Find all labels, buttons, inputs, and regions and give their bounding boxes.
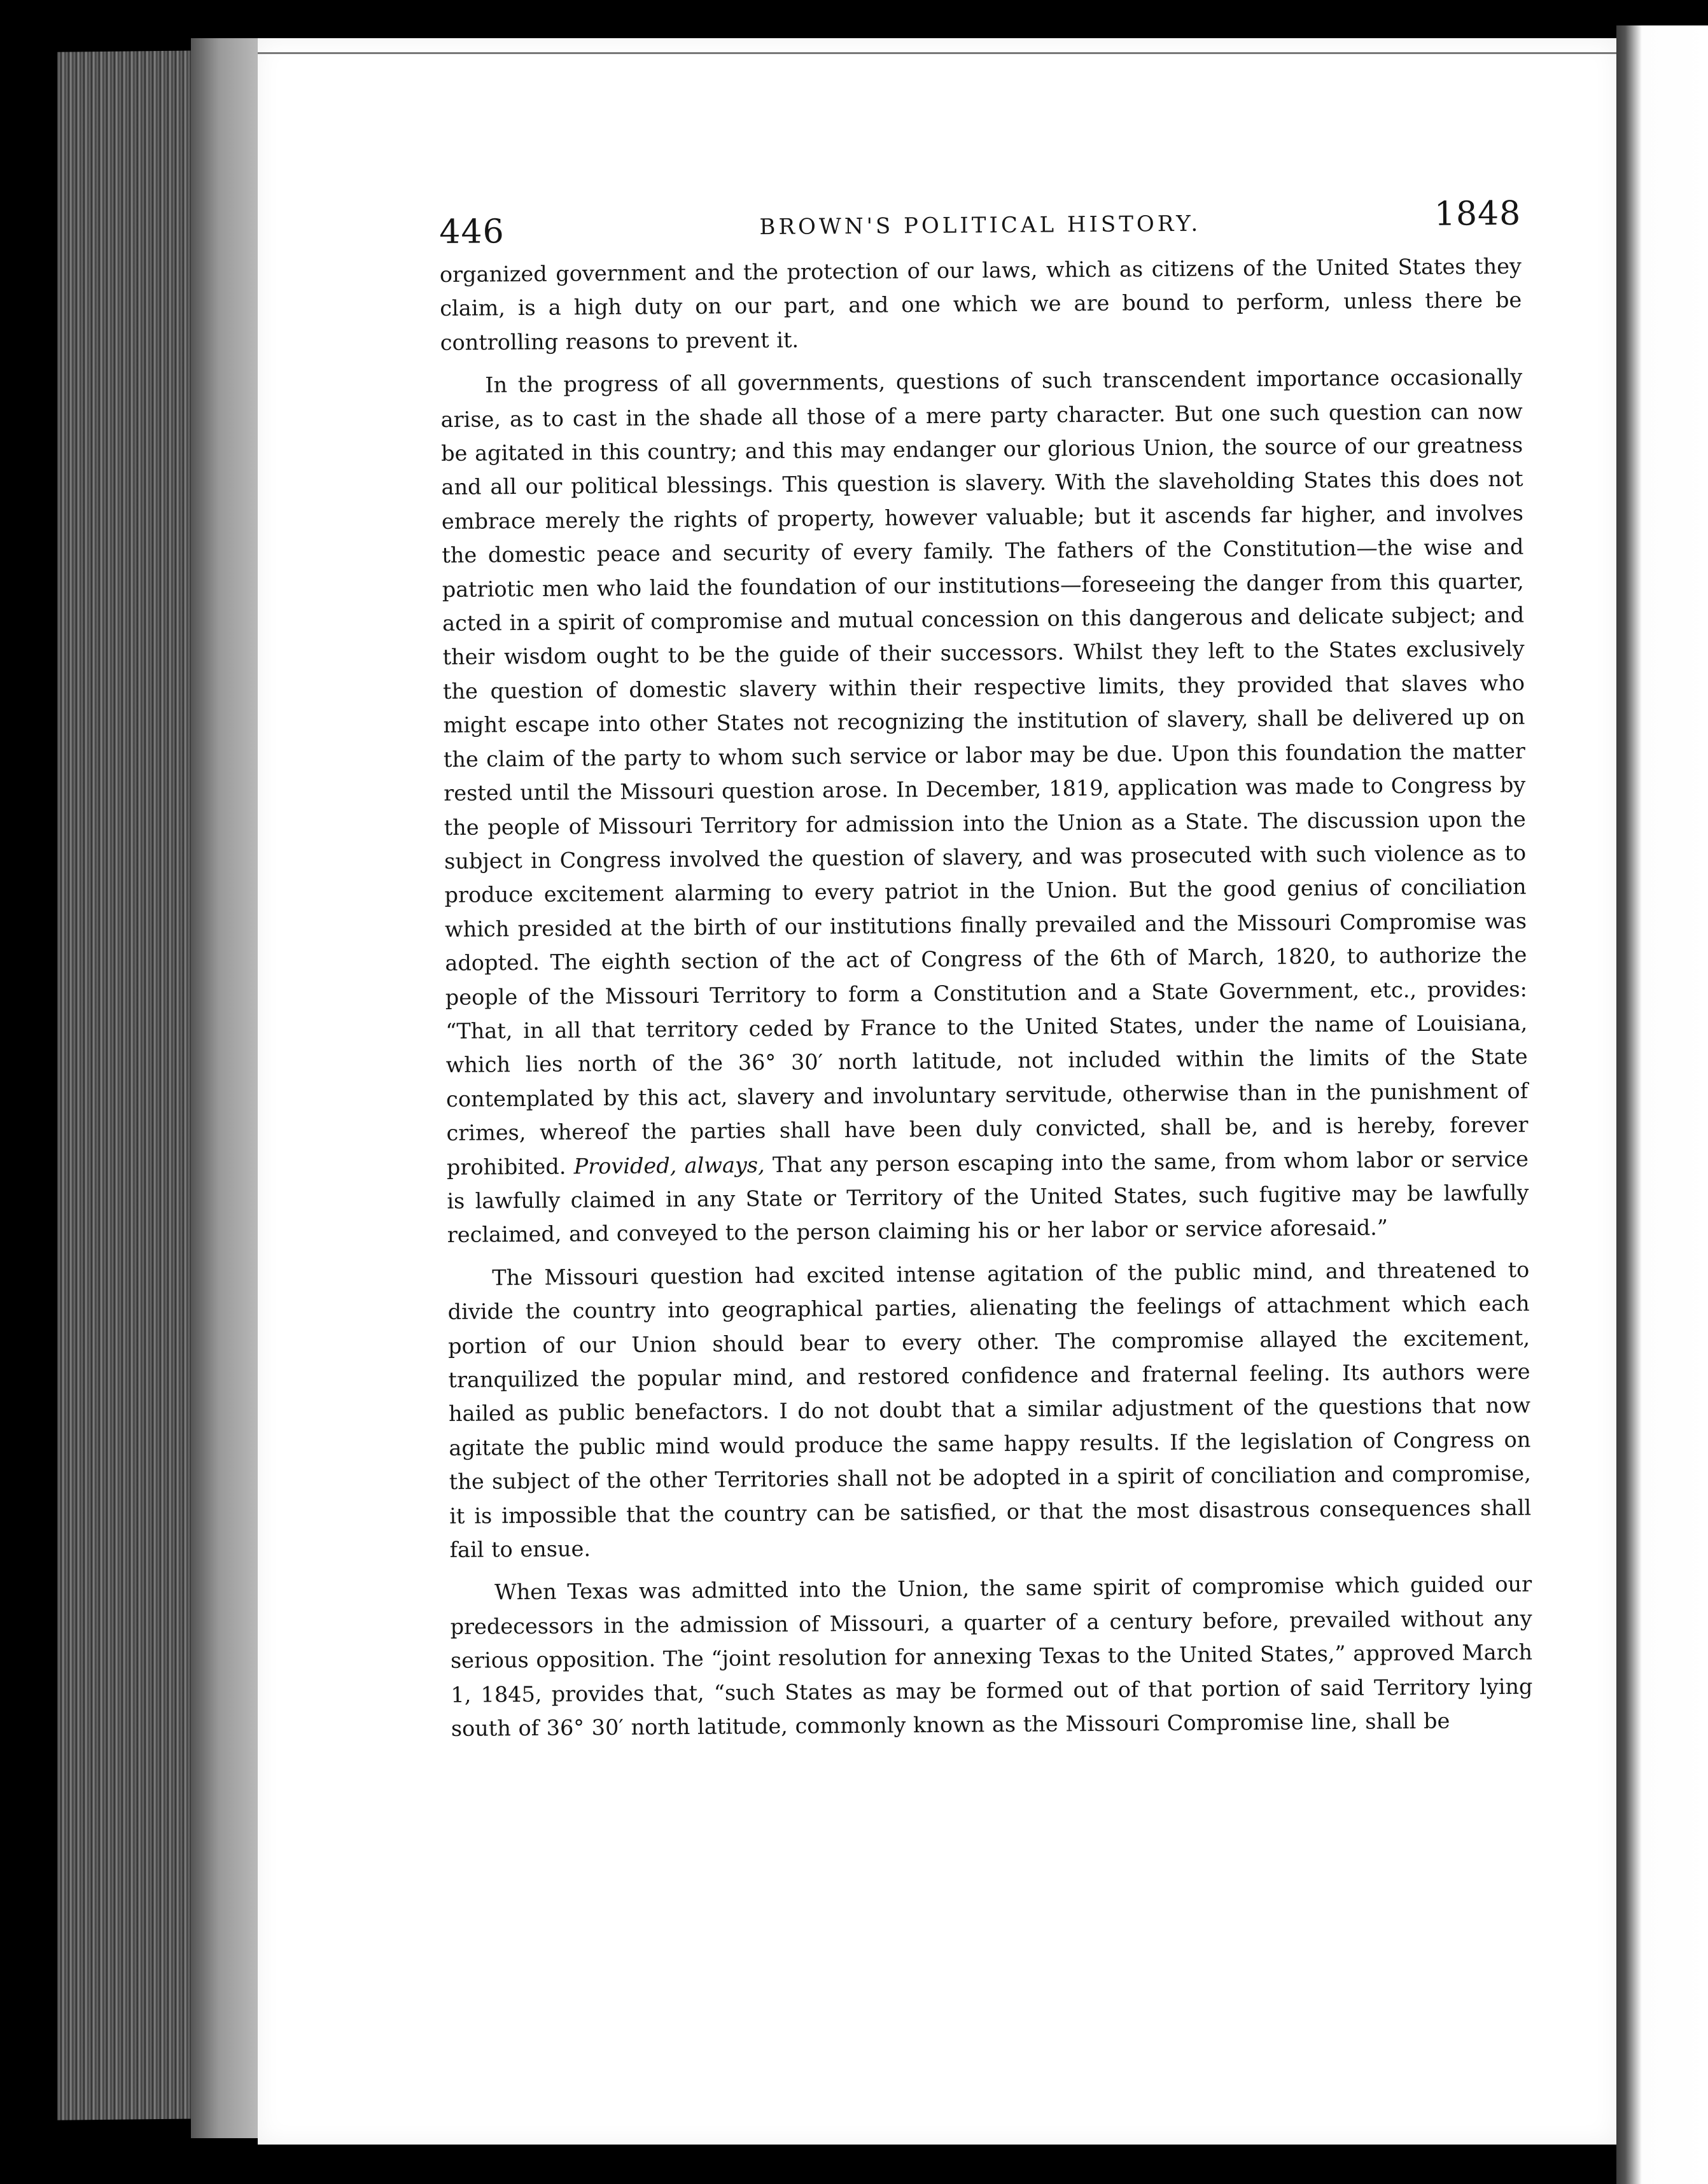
paragraph-text: organized government and the protection of our laws, which as citizens of the United States they claim, is a high duty on our part, and one which we are bound to perform, unless there be controlling reasons to prevent it.	[439, 253, 1522, 355]
body-text	[440, 249, 1533, 1746]
paragraph-text-continued: That any person escaping into the same, from whom labor or service is lawfully claimed in any State or Territory of the United States, such fugitive may be lawfully reclaimed, and conveyed to the person claiming his or her labor or service aforesaid.”	[447, 1146, 1529, 1248]
text-block	[439, 192, 1533, 1755]
facing-page-edge	[1616, 25, 1708, 2184]
paragraph-text: When Texas was admitted into the Union, the same spirit of compromise which guided our predecessors in the admission of Missouri, a quarter of a century before, prevailed without any serious opposition. The “joint resolution for annexing Texas to the United States,” approved March 1, 1845, provides that, “such States as may be formed out of that portion of said Territory lying south of 36° 30′ north latitude, commonly known as the Missouri Compromise line, shall be	[450, 1572, 1533, 1741]
paragraph-text: The Missouri question had excited intense agitation of the public mind, and threatened to divide the country into geographical parties, alienating the feelings of attachment which each portion of our Union should bear to every other. The compromise allayed the excitement, tranquilized the popular mind, and restored confidence and fraternal feeling. Its authors were hailed as public benefactors. I do not doubt that a similar adjustment of the questions that now agitate the public mind would produce the same happy results. If the legislation of Congress on the subject of the other Territories shall not be adopted in a spirit of conciliation and compromise, it is impossible that the country can be satisfied, or that the most disastrous consequences shall fail to ensue.	[447, 1257, 1532, 1562]
page-gutter-shadow	[191, 38, 261, 2138]
paragraph-3	[447, 1252, 1532, 1567]
page-top-edge	[258, 52, 1616, 54]
paragraph-4	[450, 1567, 1533, 1746]
printed-page	[258, 38, 1616, 2145]
paragraph-2	[440, 360, 1529, 1252]
running-head	[439, 192, 1522, 258]
paragraph-1	[440, 249, 1522, 360]
running-year: 1848	[1434, 194, 1522, 234]
italic-phrase: Provided, always,	[573, 1152, 765, 1179]
page-number: 446	[439, 213, 505, 251]
paragraph-text: In the progress of all governments, questions of such transcendent importance occasionally arise, as to cast in the shade all those of a mere party character. But one such question can now be agitated in this country; and this may endanger our glorious Union, the source of our greatness and all our political blessings. This question is slavery. With the slaveholding States this does not embrace merely the rights of property, however valuable; but it ascends far higher, and involves the domestic peace and security of every family. The fathers of the Constitution—the wise and patriotic men who laid the foundation of our institutions—foreseeing the danger from this quarter, acted in a spirit of compromise and mutual concession on this dangerous and delicate subject; and their wisdom ought to be the guide of their successors. Whilst they left to the States exclusively the question of domestic slavery within their respective limits, they provided that slaves who might escape into other States not recognizing the institution of slavery, shall be delivered up on the claim of the party to whom such service or labor may be due. Upon this foundation the matter rested until the Missouri question arose. In December, 1819, application was made to Congress by the people of Missouri Territory for admission into the Union as a State. The discussion upon the subject in Congress involved the question of slavery, and was prosecuted with such violence as to produce excitement alarming to every patriot in the Union. But the good genius of conciliation which presided at the birth of our institutions finally prevailed and the Missouri Compromise was adopted. The eighth section of the act of Congress of the 6th of March, 1820, to authorize the people of the Missouri Territory to form a Constitution and a State Government, etc., provides: “That, in all that territory ceded by France to the United States, under the name of Louisiana, which lies north of the 36° 30′ north latitude, not included within the limits of the State contemplated by this act, slavery and involuntary servitude, otherwise than in the punishment of crimes, whereof the parties shall have been duly convicted, shall be, and is hereby, forever prohibited.	[440, 364, 1529, 1180]
running-title: BROWN'S POLITICAL HISTORY.	[759, 211, 1201, 241]
